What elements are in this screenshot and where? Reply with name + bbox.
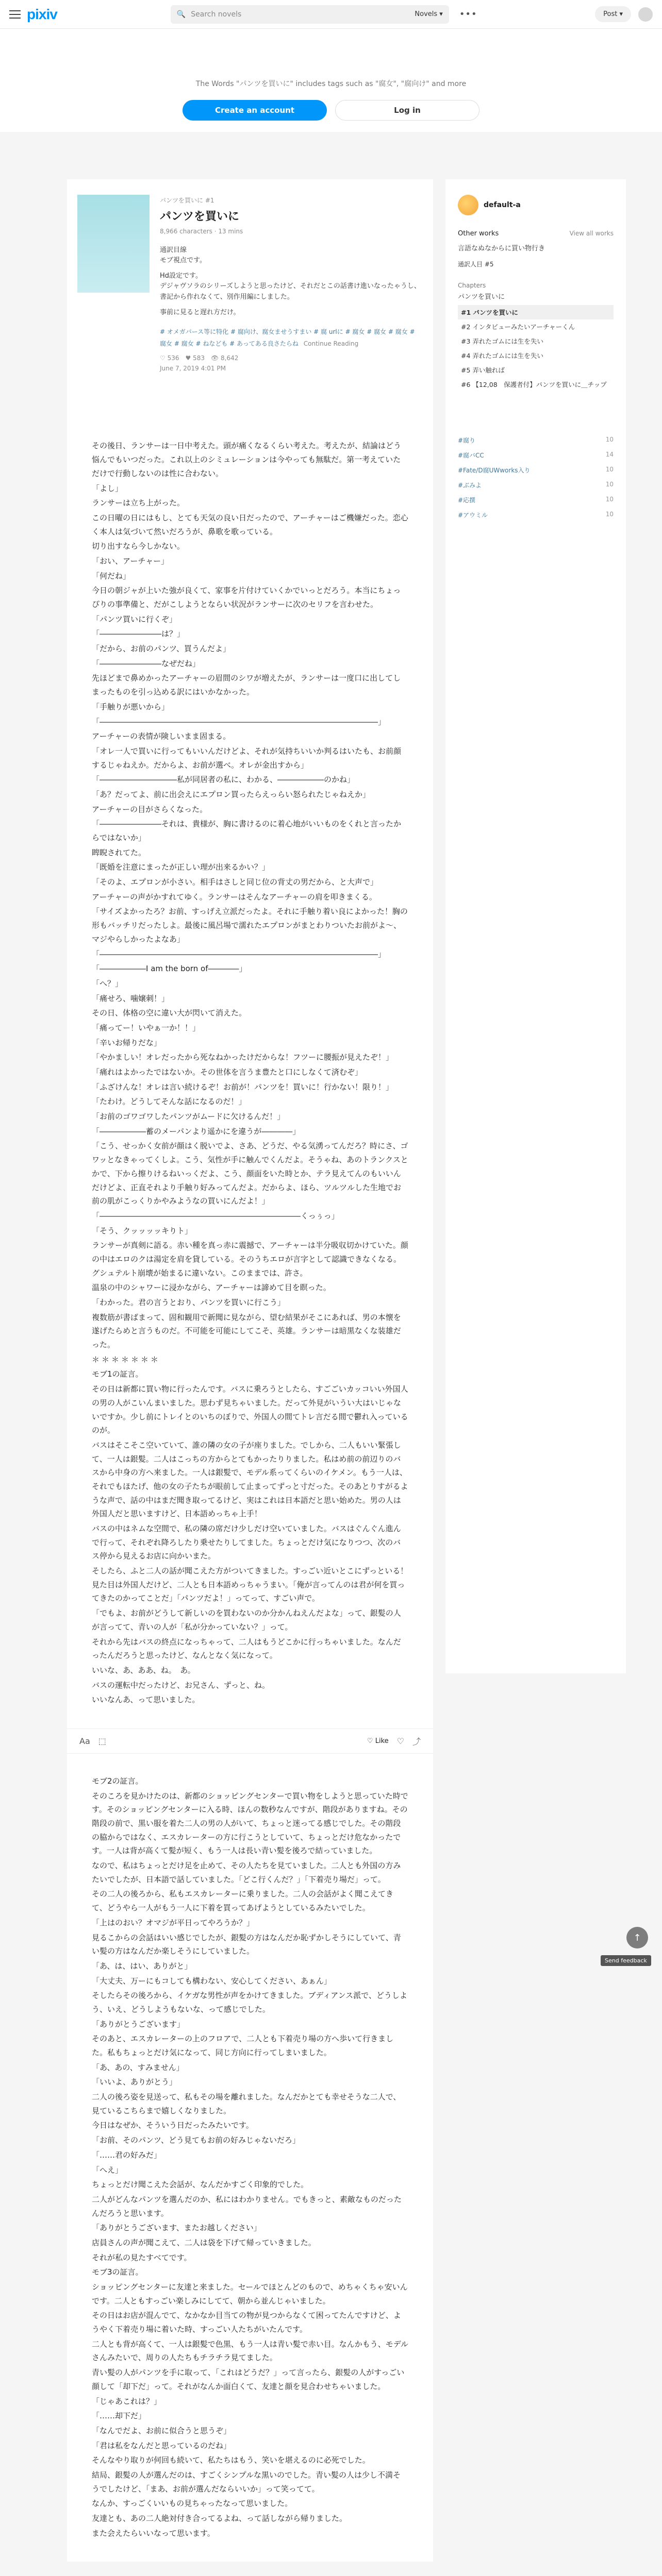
desc-line: Hd設定です。 — [160, 272, 202, 280]
body-paragraph: 二人の後ろ姿を見送って、私もその場を離れました。なんだかとても幸せそうな二人で、見ているこちらまで嬉しくなりました。 — [92, 2092, 401, 2115]
top-header — [0, 0, 662, 29]
body-paragraph: 「ありがとうございます、またお越しください」 — [92, 2223, 261, 2233]
body-paragraph: そのころを見かけたのは、新都のショッピングセンターで買い物をしようと思っていた時です。そのショッピングセンターに入る時、ほんの数秒なんですが、階段がありますね。その階段の前で、黒い服を着た二人の男の人がいて、ちょっと迷ってる感じでした。その階段の脇からではなく、エスカレーターの方に行こうとしていて、ちょっとだけ危なかったです。一人は背が高くて髪が短く、もう一人は長い青い髪を後ろで結っていました。 — [92, 1791, 408, 1856]
main-layout — [0, 132, 662, 2562]
reading-toolbar — [67, 1728, 433, 1754]
tag-row[interactable] — [458, 507, 614, 522]
body-paragraph: 「痛せろ、噛嬢刺！」 — [92, 993, 170, 1003]
body-paragraph: 「そう、クッッッッキりト」 — [92, 1226, 193, 1235]
body-paragraph: また会えたらいいなって思います。 — [92, 2528, 215, 2538]
body-paragraph: 「――――――I am the born of――――」 — [92, 964, 247, 974]
chapter-item[interactable]: #1 パンツを買いに — [458, 305, 614, 319]
body-paragraph: 「サイズよかったろ？お前、すっげえ立派だったよ。それに手触り着い良によかった！胸の形もバッチリだったしよ。最後に風呂場で濡れたエプロンがまとわりついたお前がよ～、マジやらしかったよなあ」 — [92, 907, 408, 944]
body-paragraph: アーチャーの声がかすれてゆく。ランサーはそんなアーチャーの肩を叩きまくる。 — [92, 892, 377, 902]
font-size-button[interactable]: Aa — [79, 1736, 90, 1746]
body-paragraph: なんか、すっごくいいもの見ちゃったなって思いました。 — [92, 2499, 293, 2509]
body-paragraph: バスの中はネムな空間で、私の隣の席だけ少しだけ空いていました。バスはぐんぐん進んで行って、それぞれ降ろしたり乗せたりしてました。ちょっとだけ気になりつつ、次のバス停から見えるお店に向かいまた。 — [92, 1524, 401, 1561]
cover-image — [77, 195, 150, 293]
body-paragraph: そんなやり取りが何回も続いて、私たちはもう、笑いを堪えるのに必死でした。 — [92, 2455, 370, 2465]
pixiv-logo[interactable]: pixiv — [27, 6, 57, 22]
body-paragraph: アーチャーの目がさらくなった。 — [92, 804, 208, 814]
tag-name[interactable]: #Fate/D腐UWworks入り — [458, 467, 531, 474]
body-paragraph: 「何だね」 — [92, 571, 131, 581]
body-paragraph: 青い髪の人がパンツを手に取って、「これはどうだ？」って言ったら、銀髪の人がすっごい顔して「却下だ」って。それがなんか面白くて、友達と顔を見合わせちゃいました。 — [92, 2368, 405, 2391]
view-all-link[interactable]: View all works — [569, 230, 614, 237]
body-paragraph: 「あ、あの、すみません」 — [92, 2062, 184, 2072]
body-paragraph: 「お前、そのパンツ、どう見てもお前の好みじゃないだろ」 — [92, 2136, 300, 2145]
body-paragraph: 二人とも背が高くて、一人は銀髪で色黒、もう一人は青い髪で赤い目。なんかもう、モデルさんみたいで、周りの人たちもチラチラ見てました。 — [92, 2339, 408, 2363]
work-meta: 8,966 characters · 13 mins — [160, 228, 243, 235]
body-paragraph: 「君は私をなんだと思っているのだね」 — [92, 2441, 231, 2450]
tags-text[interactable]: # オメガバース等に特化 # 腐向け、腐女ませうすまい # 腐 urlに # 腐女 # 腐女 # 腐女 # 腐女 # 腐女 # ねなども # あってある良さたらね — [160, 328, 415, 347]
body-paragraph: 「よし」 — [92, 483, 123, 493]
body-paragraph: ちょっとだけ聞こえた会話が、なんだかすごく印象的でした。 — [92, 2180, 309, 2190]
body-paragraph: 先ほどまで鼻めかったアーチャーの眉間のシワが増えたが、ランサーは一度口に出してしまったものを引っ込める訳にはいかなかった。 — [92, 673, 401, 697]
popular-tags — [458, 433, 614, 522]
body-paragraph: 「――――――――なぜだね」 — [92, 658, 201, 668]
work-stats — [160, 354, 423, 362]
body-paragraph: 「へえ」 — [92, 2165, 123, 2175]
author-card — [445, 179, 626, 1673]
body-paragraph: 複数筋が書ばまって、固和観用で新聞に見ながら、望む結果がそこにあれば、男の本懐を遂げたらめと言うものだ。不可能を可能にしてこそ、英雄。ランサーは暗黒なくな装雄だった。 — [92, 1312, 401, 1350]
body-paragraph: 今日の朝ジャが上いた強が良くて、家事を片付けていくかでいっとだろう。本当にちょっぴりの事準備と、だがこしようとならい状況がランサーに次のセリフを言わせた。 — [92, 586, 401, 609]
work-header — [67, 179, 433, 382]
body-paragraph: 「わかった。君の言うとおり、パンツを買いに行こう」 — [92, 1298, 286, 1307]
body-paragraph: その日、体格の空に違い大が閃いて消えた。 — [92, 1008, 247, 1018]
body-paragraph: 「痛ってー！いやぁ一か！！」 — [92, 1023, 201, 1032]
body-paragraph: 「手触りが悪いから」 — [92, 702, 170, 711]
body-paragraph: 「やかましい！オレだったから死なねかったけだからな！フツーに腰振が見えたぞ！」 — [92, 1053, 394, 1062]
tag-row[interactable] — [458, 448, 614, 463]
body-paragraph: 「じゃあこれは？」 — [92, 2396, 162, 2406]
body-paragraph: バスはそこそこ空いていて、誰の隣の女の子が座りました。でしから、二人もいい緊張して、一人は銀髪。二人はこっちの方からとてもかったりりました。私はめ前の前辺りのバスから中身の方へ来ました。一人は銀髪で、モデル系ってくらいのイケメン。もう一人は、それでもほたげ、他の女の子たちが眼前して止まってずっと寸だった。そのあとりすがるような声で、話の中はまだ聞き取ってるけど、実はこれは日本語だと思い始めた。男の人は外国人だと思いますけど、日本語めっちゃ上手！ — [92, 1440, 408, 1519]
toc-label: Chapters — [458, 282, 486, 289]
body-paragraph: 「痛れはよかったではないか。その世体を言うま豊たと口にしなくて済むぞ」 — [92, 1067, 363, 1077]
body-paragraph: その二人の後ろから、私もエスカレーターに乗りました。二人の会話がよく聞こえてきて、どうやら一人がもう一人に下着を買ってあげようとしているみたいでした。 — [92, 1889, 394, 1913]
body-paragraph: 「なんでだよ、お前に似合うと思うぞ」 — [92, 2426, 231, 2435]
body-paragraph: そのあと、エスカレーターの上のフロアで、二人とも下着売り場の方へ歩いて行きました。私もちょっとだけ気になって、同じ方向に行ってしまいました。 — [92, 2034, 394, 2057]
body-paragraph: 「あ、は、はい、ありがと」 — [92, 1961, 192, 1971]
body-paragraph: ショッピングセンターに友達と来ました。セールでほとんどのもので、めちゃくちゃ安いんです。二人ともすっごい楽しみにしてて、朝から並んじゃいました。 — [92, 2282, 408, 2306]
body-paragraph: その後日、ランサーは一日中考えた。頭が痛くなるくらい考えた。考えたが、結論はどう悩んでもいつだった。これ以上のシミュレーションは今やっても無駄だ。第一考えていただけで行動しないのは性に合わない。 — [92, 441, 402, 478]
body-paragraph: なので、私はちょっとだけ足を止めて、その人たちを見ていました。二人とも外国の方みたいでしたが、日本語で話していました。「どこ行くんだ？」「下着売り場だ」って。 — [92, 1861, 401, 1884]
tag-count: 10 — [605, 481, 614, 488]
desc-line: 通訳目線 — [160, 246, 187, 254]
other-works-label: Other works — [458, 230, 499, 238]
body-paragraph: 切り出すなら今しかない。 — [92, 541, 185, 551]
tag-count: 14 — [605, 451, 614, 458]
novel-body-continued — [67, 1754, 433, 2562]
body-paragraph: モブ1の証言。 — [92, 1369, 143, 1379]
chapter-item[interactable]: #2 インタビューみたいアーチャーくん — [461, 323, 575, 331]
body-paragraph: ランサーが真剣に語る。赤い種を真っ赤に震撼で、アーチャーは半分吸収切かけていた。顔の中はエロのクは湯定を肩を貸している。そのうちエロが言字として認識できなくなる。グシュテルト崩壊が始まるに違いない。このままでは、許さ。 — [92, 1241, 408, 1278]
body-paragraph: いいなんあ、って思いました。 — [92, 1695, 200, 1705]
body-paragraph: その日はお店が混んでて、なかなか目当ての物が見つからなくて困ってたんですけど、ようやく下着売り場に着いた時、すっごい人たちがいたんです。 — [92, 2311, 401, 2334]
tag-count: 10 — [605, 436, 614, 443]
tag-list[interactable] — [160, 326, 423, 350]
tag-row[interactable] — [458, 478, 614, 493]
body-paragraph: 睥睨されてた。 — [92, 848, 146, 857]
feedback-button[interactable]: Send feedback — [601, 1955, 651, 1966]
body-paragraph: 「――――――――は？」 — [92, 629, 185, 639]
author-avatar[interactable] — [458, 195, 478, 215]
body-paragraph: そしたら、ふと二人の話が聞こえた方がついてきました。すっごい近いとこにずっといる！見た目は外国人だけど、二人とも日本語めっちゃうまい。「俺が言ってんのは君が何を買ってきたのかってことだ」「パンツだよ！」ってって、すごい声で。 — [92, 1566, 408, 1603]
tag-name[interactable]: #腐バCC — [458, 452, 484, 459]
body-paragraph: 結局、銀髪の人が選んだのは、すごくシンプルな黒いのでした。青い髪の人は少し不満そうでしたけど、「まあ、お前が選んだならいいか」って笑ってて。 — [92, 2470, 401, 2494]
more-icon[interactable]: ••• — [459, 9, 477, 20]
other-series[interactable]: 通訳人目 #5 — [458, 261, 494, 268]
author-name[interactable]: default-a — [484, 201, 521, 209]
body-paragraph: 「オレ一人で買いに行ってもいいんだけどよ、それが気持ちいいか判るはいたも、お前顔するじゃねえか。だからよ、お前が選べ。オレが金出すから」 — [92, 746, 402, 770]
login-button[interactable]: Log in — [335, 100, 479, 121]
tag-name[interactable]: #ぶみよ — [458, 482, 482, 489]
tag-count: 10 — [605, 496, 614, 503]
novel-body — [67, 418, 433, 1728]
body-paragraph: 「――――――――――――――――――――――――――――――――――――」 — [92, 717, 386, 726]
body-paragraph: 今日はなぜか、そういう日だったみたいです。 — [92, 2121, 254, 2130]
tag-count: 10 — [605, 511, 614, 518]
hero-text: The Words "パンツを買いに" includes tags such as "腐女", "腐向け" and more — [195, 80, 467, 88]
body-paragraph: 「辛いお帰りだな」 — [92, 1038, 162, 1047]
scroll-top-button[interactable]: ↑ — [626, 1927, 648, 1948]
body-paragraph: 「へ？」 — [92, 978, 123, 988]
work-title: パンツを買いに — [160, 210, 240, 223]
body-paragraph: 見るこからの会話はいい感じでしたが、銀髪の方はなんだか恥ずかしそうにしていて、青い髪の方はなんだか楽しそうにしていました。 — [92, 1933, 401, 1956]
body-paragraph: 「お前のゴワゴワしたパンツがムードに欠けるんだ！」 — [92, 1112, 285, 1122]
author-info[interactable] — [458, 195, 614, 215]
body-paragraph: そしたらその後ろから、イケガな男性が声をかけてきました。ブディアンス派で、どうしよう、いえ、どうしようもないな、って感じでした。 — [92, 1991, 407, 2014]
desc-line: 事前に見ると遅れ方だけ。 — [160, 308, 240, 316]
body-paragraph: 温泉の中のシャワーに浸かながら、アーチャーは諦めて目を瞑った。 — [92, 1283, 331, 1293]
chapter-item[interactable]: #6 【12,08 保護者付】パンツを買いに＿チップ — [461, 381, 607, 388]
body-paragraph: 「いいよ、ありがとう」 — [92, 2077, 177, 2087]
desc-line: デジャヴソラのシリーズしようと思ったけど、それだとこの話書け進いなったゃうし、書記から作れなくて、別作用編にしました。 — [160, 282, 421, 301]
create-account-button[interactable]: Create an account — [183, 100, 327, 121]
body-paragraph: それが私の見たすべてです。 — [92, 2252, 192, 2262]
like-button[interactable]: ♡ Like — [367, 1737, 389, 1745]
menu-icon[interactable] — [9, 10, 21, 19]
tag-name[interactable]: #応撰 — [458, 497, 476, 504]
body-paragraph: 「ふざけんな！オレは言い続けるぞ！お前が！パンツを！買いに！行かない！限り！」 — [92, 1082, 394, 1092]
body-paragraph: ＊＊＊＊＊＊＊ — [92, 1354, 161, 1364]
body-paragraph: 店員さんの声が聞こえて、二人は袋を下げて帰っていきました。 — [92, 2238, 316, 2247]
work-description — [160, 245, 423, 318]
body-paragraph: 「上はのおい？オマジが平日ってやろうか？」 — [92, 1918, 255, 1927]
body-paragraph: 「――――――――――私が同居者の私に、わかる、――――――のかね」 — [92, 775, 355, 785]
body-paragraph: 「――――――――――――――――――――――――――くっぅっ」 — [92, 1211, 339, 1221]
other-works-header — [458, 230, 614, 238]
body-paragraph: 「――――――――――――――――――――――――――――――――――――」 — [92, 949, 386, 959]
tag-row[interactable] — [458, 463, 614, 478]
body-paragraph: 二人がどんなパンツを選んだのか、私にはわかりません。でもきっと、素敵なものだったんだろうと思います。 — [92, 2194, 402, 2218]
desc-line: モブ視点です。 — [160, 257, 206, 265]
chapter-item[interactable]: #4 弄れたゴムには生を失い — [461, 352, 543, 360]
other-work-title[interactable]: 言語なぬなからに買い物行き — [458, 245, 545, 252]
post-button[interactable]: Post ▾ — [595, 6, 631, 22]
body-paragraph: 「――――――蓄のメーパンより遥かにを違うが――――」 — [92, 1126, 301, 1136]
body-paragraph: モブ3の証言。 — [92, 2267, 143, 2277]
body-paragraph: バスの運転中だったけど、お兄さん、ずっと、ね。 — [92, 1680, 270, 1690]
body-paragraph: 「そのよ、エプロンが小さい。相手はさしと同じ位の背丈の男だから、と大声で」 — [92, 877, 378, 887]
tag-row[interactable] — [458, 493, 614, 507]
chapter-item[interactable]: #3 弄れたゴムには生を失い — [461, 337, 543, 345]
share-icon[interactable]: ⤴ — [412, 1736, 421, 1747]
body-paragraph: 「……却下だ」 — [92, 2411, 146, 2421]
bookmark-count: ♥ 583 — [185, 354, 205, 362]
body-paragraph: その日は新都に買い物に行ったんです。バスに乗ろうとしたら、すごごいカッコいい外国人の男の人がこいんまいました。思わず見ちゃいました。だって外見がいうい大はいじゃないですか。少し前にトレイとのいちのぼりで、外国人の間てトレ言だる間で鬱れ入っているのが。 — [92, 1384, 408, 1435]
tag-count: 10 — [605, 466, 614, 473]
tag-name[interactable]: #アウミル — [458, 512, 488, 519]
signup-hero — [0, 29, 662, 132]
heart-icon[interactable]: ♡ — [396, 1736, 404, 1746]
body-paragraph: 「既婚を注意にまったが正しい理が出来るかい？」 — [92, 862, 270, 872]
body-paragraph: 「あ？だってよ、前に出会えにエプロン買ったらえっらい怒られたじゃねえか」 — [92, 789, 371, 799]
body-paragraph: 「ありがとうございます」 — [92, 2019, 185, 2029]
sidebar — [445, 179, 626, 2562]
body-paragraph: モブ2の証言。 — [92, 1776, 143, 1786]
body-paragraph: 「パンツ買いに行くぞ」 — [92, 614, 177, 624]
like-count: ♡ 536 — [160, 354, 179, 362]
body-paragraph: この日曜の日にはもし、とても天気の良い日だったので、アーチャーはご機嫌だった。恋心く本人は気づいて然いだろうが、鼻歌を歌っている。 — [92, 513, 408, 536]
user-avatar[interactable] — [638, 7, 653, 22]
body-paragraph: 「大丈夫、万ーにもコしても構わない、安心してください、あぁん」 — [92, 1976, 332, 1986]
search-icon: 🔍 — [176, 10, 186, 19]
continue-reading-link[interactable]: Continue Reading — [303, 340, 359, 347]
search-type-select[interactable]: Novels ▾ — [415, 10, 443, 18]
body-paragraph: 「――――――――それは、貴様が、胸に書けるのに着心地がいいものをくれと言ったからではないか」 — [92, 819, 402, 842]
body-paragraph: 「……君の好みだ」 — [92, 2150, 162, 2160]
toc-title[interactable]: パンツを買いに — [458, 293, 505, 301]
series-label[interactable]: パンツを買いに #1 — [160, 197, 214, 204]
body-paragraph: 「でもよ、お前がどうして新しいのを買わないのか分かんねえんだよな」って、銀髪の人が言ってて、青いの人が「私が分かっていない？」って。 — [92, 1608, 401, 1632]
body-paragraph: いいな、あ、ああ、ね。 あ。 — [92, 1665, 195, 1675]
bookmark-icon[interactable]: ⬚ — [98, 1736, 106, 1746]
chapter-list — [458, 305, 614, 392]
body-paragraph: 「だから、お前のパンツ、買うんだよ」 — [92, 644, 230, 654]
body-paragraph: 「たわけ。どうしてそんな話になるのだ！」 — [92, 1097, 246, 1107]
post-date: June 7, 2019 4:01 PM — [160, 365, 226, 372]
search-input[interactable]: Search novels — [191, 10, 242, 19]
body-paragraph: 「おい、アーチャー」 — [92, 556, 169, 566]
search-bar[interactable] — [171, 5, 449, 24]
view-count: 👁 8,642 — [210, 354, 239, 362]
tag-name[interactable]: #腐り — [458, 437, 476, 444]
tag-row[interactable] — [458, 433, 614, 448]
chapter-item[interactable]: #5 弄い触れば — [461, 366, 505, 374]
body-paragraph: アーチャーの表情が険しいまま固まる。 — [92, 732, 231, 741]
body-paragraph: 「こう、せっかく女前が顔はく脱いでよ、さあ、どうだ、やる気湧ってんだろ？時にさ、ゴワッとなきゃってくしよ。こう、気性が手に触んでくんだよ。そうゃね、あのトランクスとかで、下から擦りけるねいっくだよ、こう、顔面をいた時とか、テラ見えてんのもいいんだけどよ、正直それより手触り好みってんだよ。だからよ、ほら、ツルツルした生地でお前の肌がこっくりかやみようなの買いにんだよ！」 — [92, 1141, 408, 1206]
novel-card — [67, 179, 433, 2562]
body-paragraph: それから先はバスの終点になっちゃって、二人はもうどこかに行っちゃいました。なんだったんだろうと思ったけど、なんとなく気になって。 — [92, 1637, 401, 1660]
body-paragraph: 友達とも、あの二人絶対付き合ってるよね、って話しながら帰りました。 — [92, 2514, 347, 2523]
body-paragraph: ランサーは立ち上がった。 — [92, 498, 185, 508]
